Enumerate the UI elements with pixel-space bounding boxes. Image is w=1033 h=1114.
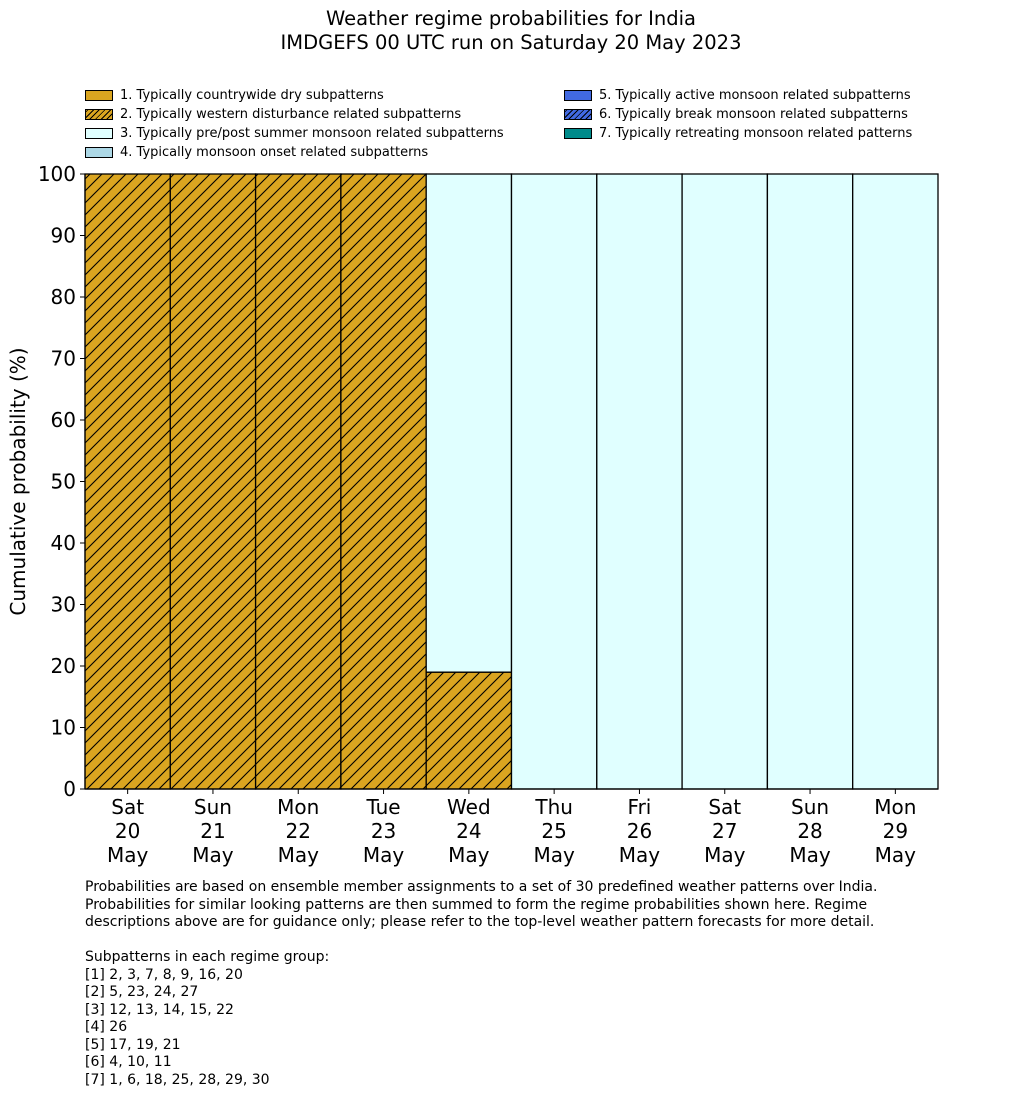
chart-subtitle: IMDGEFS 00 UTC run on Saturday 20 May 2023 xyxy=(280,31,742,54)
y-tick-label: 40 xyxy=(50,531,76,555)
bar-hatch-regime-2 xyxy=(85,174,170,789)
subpattern-group-5: [5] 17, 19, 21 xyxy=(85,1036,181,1053)
bars-layer xyxy=(85,174,938,789)
y-tick-label: 10 xyxy=(50,715,76,740)
subpattern-group-6: [6] 4, 10, 11 xyxy=(85,1054,172,1070)
y-tick-label: 90 xyxy=(50,223,76,248)
x-tick-label: Sun 21 May xyxy=(192,795,234,867)
legend-label-regime-2: 2. Typically western disturbance related subpatterns xyxy=(120,106,462,122)
y-axis-label: Cumulative probability (%) xyxy=(6,347,30,616)
note-line: Probabilities for similar looking patterns are then summed to form the regime probabilities shown here. Regime xyxy=(85,896,868,913)
x-tick-label: Sat 27 May xyxy=(704,795,746,867)
bar-segment-regime-3 xyxy=(767,174,852,789)
note-line: descriptions above are for guidance only; please refer to the top-level weather pattern forecasts for more detail. xyxy=(85,914,875,930)
note-line: Probabilities are based on ensemble member assignments to a set of 30 predefined weather patterns over India. xyxy=(85,879,878,895)
y-tick-label: 50 xyxy=(50,469,76,494)
bar-hatch-regime-2 xyxy=(256,174,341,789)
legend-label-regime-6: 6. Typically break monsoon related subpatterns xyxy=(599,106,908,122)
subpattern-group-4: [4] 26 xyxy=(85,1019,128,1035)
x-tick-label: Mon 29 May xyxy=(874,795,917,867)
chart-title: Weather regime probabilities for India xyxy=(325,7,696,30)
subpattern-group-1: [1] 2, 3, 7, 8, 9, 16, 20 xyxy=(85,966,243,983)
note-line xyxy=(85,932,985,950)
y-tick-label: 60 xyxy=(50,408,76,432)
bar-segment-regime-3 xyxy=(682,174,767,789)
subpattern-group-3: [3] 12, 13, 14, 15, 22 xyxy=(85,1001,234,1018)
legend-label-regime-1: 1. Typically countrywide dry subpatterns xyxy=(120,87,384,103)
legend-label-regime-3: 3. Typically pre/post summer monsoon related subpatterns xyxy=(120,125,504,141)
x-tick-label: Mon 22 May xyxy=(277,795,320,867)
legend-label-regime-5: 5. Typically active monsoon related subpatterns xyxy=(599,87,911,103)
y-tick-label: 80 xyxy=(50,285,76,309)
y-tick-label: 70 xyxy=(50,346,76,371)
subpattern-group-2: [2] 5, 23, 24, 27 xyxy=(85,984,199,1000)
bar-hatch-regime-2 xyxy=(170,174,255,789)
legend-label-regime-7: 7. Typically retreating monsoon related patterns xyxy=(599,125,913,141)
x-tick-label: Tue 23 May xyxy=(362,795,405,867)
subpattern-group-7: [7] 1, 6, 18, 25, 28, 29, 30 xyxy=(85,1071,270,1088)
bar-segment-regime-3 xyxy=(853,174,938,789)
bar-segment-regime-3 xyxy=(597,174,682,789)
y-tick-label: 100 xyxy=(37,162,76,186)
bar-hatch-regime-2 xyxy=(341,174,426,789)
y-tick-label: 0 xyxy=(63,777,76,801)
subpatterns-heading: Subpatterns in each regime group: xyxy=(85,949,330,965)
footnotes xyxy=(85,879,985,1089)
bar-segment-regime-3 xyxy=(512,174,597,789)
y-tick-label: 20 xyxy=(50,654,76,678)
x-tick-label: Fri 26 May xyxy=(618,795,661,867)
x-tick-label: Wed 24 May xyxy=(447,795,491,867)
x-tick-label: Thu 25 May xyxy=(533,795,575,867)
x-tick-label: Sun 28 May xyxy=(789,795,831,867)
legend-label-regime-4: 4. Typically monsoon onset related subpatterns xyxy=(120,144,429,160)
x-tick-label: Sat 20 May xyxy=(106,795,149,867)
bar-hatch-regime-2 xyxy=(426,672,511,789)
bar-segment-regime-3 xyxy=(426,174,511,672)
y-tick-label: 30 xyxy=(50,592,76,617)
